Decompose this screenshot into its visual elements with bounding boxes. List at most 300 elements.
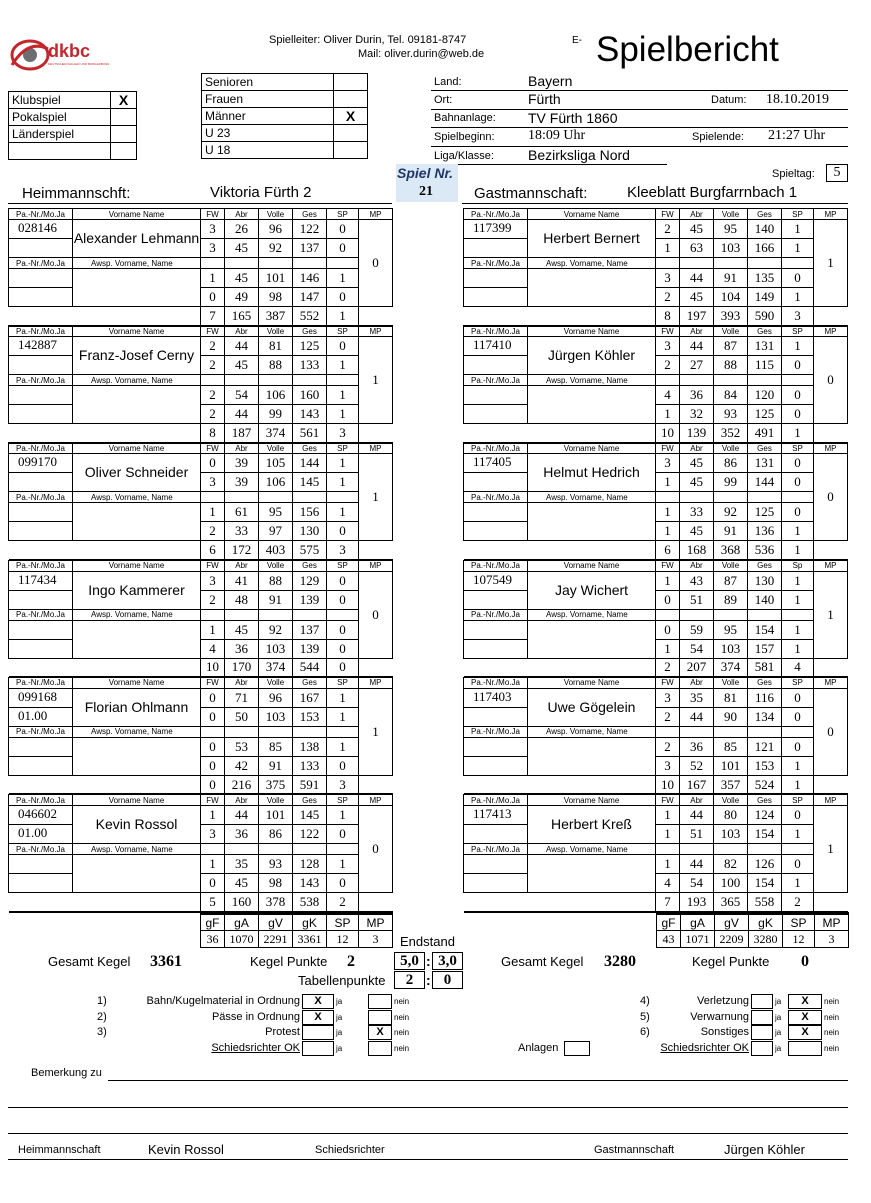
lane-value[interactable]: 2: [656, 220, 680, 239]
land-value[interactable]: Bayern: [528, 73, 573, 89]
player-total[interactable]: 524: [748, 775, 782, 794]
player-total[interactable]: 393: [714, 307, 748, 326]
substitute-pass[interactable]: [9, 288, 73, 307]
lane-value[interactable]: 1: [782, 337, 814, 356]
player-total[interactable]: 365: [714, 893, 748, 912]
lane-value[interactable]: 1: [327, 454, 359, 473]
lane-value[interactable]: 4: [656, 874, 680, 893]
lane-value[interactable]: 3: [201, 239, 225, 258]
player-pass-date[interactable]: [464, 239, 528, 258]
checkbox-ja[interactable]: [751, 1025, 773, 1040]
player-total[interactable]: 168: [680, 541, 714, 560]
checkbox-ja[interactable]: [751, 1010, 773, 1025]
lane-value[interactable]: 1: [327, 737, 359, 756]
lane-value[interactable]: 1: [782, 522, 814, 541]
lane-value[interactable]: 41: [225, 571, 259, 590]
lane-value[interactable]: 81: [714, 688, 748, 707]
player-total[interactable]: 590: [748, 307, 782, 326]
player-total[interactable]: 170: [225, 658, 259, 677]
player-name[interactable]: Jay Wichert: [528, 571, 656, 609]
tabellenpunkte-home[interactable]: 2: [394, 971, 425, 989]
lane-value[interactable]: 101: [714, 756, 748, 775]
category-mark[interactable]: X: [334, 108, 368, 125]
substitute-pass[interactable]: [464, 269, 528, 288]
lane-value[interactable]: 1: [782, 756, 814, 775]
lane-value[interactable]: 39: [225, 473, 259, 492]
lane-value[interactable]: 120: [748, 386, 782, 405]
game-type-mark[interactable]: X: [111, 92, 137, 109]
lane-value[interactable]: 91: [714, 522, 748, 541]
lane-value[interactable]: 86: [259, 825, 293, 844]
lane-value[interactable]: 3: [201, 825, 225, 844]
player-total[interactable]: 1: [327, 307, 359, 326]
lane-value[interactable]: 100: [714, 874, 748, 893]
substitute-pass[interactable]: [9, 405, 73, 424]
totals-value[interactable]: 12: [783, 931, 815, 948]
lane-value[interactable]: 136: [748, 522, 782, 541]
lane-value[interactable]: 140: [748, 590, 782, 609]
lane-value[interactable]: 0: [782, 386, 814, 405]
lane-value[interactable]: 106: [259, 473, 293, 492]
lane-value[interactable]: 0: [327, 522, 359, 541]
substitute-name[interactable]: [528, 503, 656, 541]
away-kegelpunkte-value[interactable]: 0: [801, 953, 809, 970]
lane-value[interactable]: 45: [680, 220, 714, 239]
lane-value[interactable]: 144: [293, 454, 327, 473]
checkbox-ja[interactable]: X: [302, 994, 334, 1009]
substitute-name[interactable]: [73, 503, 201, 541]
lane-value[interactable]: 4: [201, 639, 225, 658]
lane-value[interactable]: 0: [782, 688, 814, 707]
lane-value[interactable]: 2: [201, 522, 225, 541]
lane-value[interactable]: 129: [293, 571, 327, 590]
lane-value[interactable]: 45: [225, 239, 259, 258]
lane-value[interactable]: 0: [327, 337, 359, 356]
substitute-pass[interactable]: [9, 639, 73, 658]
lane-value[interactable]: 36: [680, 737, 714, 756]
player-pass-number[interactable]: 046602: [9, 806, 73, 825]
lane-value[interactable]: 2: [201, 405, 225, 424]
player-total[interactable]: 10: [656, 424, 680, 443]
substitute-pass[interactable]: [464, 386, 528, 405]
player-total[interactable]: 2: [656, 658, 680, 677]
checkbox-ja[interactable]: [751, 994, 773, 1009]
lane-value[interactable]: 0: [782, 737, 814, 756]
lane-value[interactable]: 0: [782, 473, 814, 492]
lane-value[interactable]: 91: [714, 269, 748, 288]
endstand-away-box[interactable]: 3,0: [432, 952, 463, 970]
substitute-name[interactable]: [528, 386, 656, 424]
player-total[interactable]: 2: [782, 893, 814, 912]
player-pass-date[interactable]: [464, 825, 528, 844]
player-pass-number[interactable]: 099170: [9, 454, 73, 473]
lane-value[interactable]: 35: [225, 855, 259, 874]
lane-value[interactable]: 99: [714, 473, 748, 492]
lane-value[interactable]: 3: [201, 220, 225, 239]
lane-value[interactable]: 2: [201, 337, 225, 356]
lane-value[interactable]: 33: [680, 503, 714, 522]
lane-value[interactable]: 88: [259, 356, 293, 375]
lane-value[interactable]: 0: [656, 590, 680, 609]
player-mp[interactable]: 0: [814, 454, 848, 541]
lane-value[interactable]: 157: [748, 639, 782, 658]
lane-value[interactable]: 103: [259, 707, 293, 726]
player-pass-date[interactable]: [9, 473, 73, 492]
endstand-home-box[interactable]: 5,0: [394, 952, 425, 970]
lane-value[interactable]: 54: [225, 386, 259, 405]
category-mark[interactable]: [334, 125, 368, 142]
totals-value[interactable]: 2209: [715, 931, 749, 948]
lane-value[interactable]: 1: [656, 239, 680, 258]
lane-value[interactable]: 0: [327, 571, 359, 590]
lane-value[interactable]: 1: [782, 220, 814, 239]
away-gesamt-value[interactable]: 3280: [604, 953, 636, 970]
lane-value[interactable]: 45: [225, 269, 259, 288]
lane-value[interactable]: 101: [259, 269, 293, 288]
lane-value[interactable]: 91: [259, 756, 293, 775]
lane-value[interactable]: 93: [259, 855, 293, 874]
player-total[interactable]: 403: [259, 541, 293, 560]
player-total[interactable]: 591: [293, 775, 327, 794]
lane-value[interactable]: 3: [656, 337, 680, 356]
lane-value[interactable]: 1: [201, 806, 225, 825]
lane-value[interactable]: 0: [782, 806, 814, 825]
lane-value[interactable]: 138: [293, 737, 327, 756]
lane-value[interactable]: 143: [293, 874, 327, 893]
lane-value[interactable]: 92: [259, 620, 293, 639]
lane-value[interactable]: 1: [327, 405, 359, 424]
category-mark[interactable]: [334, 142, 368, 159]
lane-value[interactable]: 61: [225, 503, 259, 522]
lane-value[interactable]: 1: [201, 620, 225, 639]
totals-value[interactable]: 3: [815, 931, 849, 948]
player-pass-number[interactable]: 117410: [464, 337, 528, 356]
lane-value[interactable]: 3: [656, 688, 680, 707]
lane-value[interactable]: 44: [225, 337, 259, 356]
lane-value[interactable]: 0: [327, 220, 359, 239]
totals-value[interactable]: 3361: [293, 931, 327, 948]
lane-value[interactable]: 116: [748, 688, 782, 707]
lane-value[interactable]: 0: [201, 874, 225, 893]
player-total[interactable]: 375: [259, 775, 293, 794]
player-total[interactable]: 544: [293, 658, 327, 677]
player-total[interactable]: 7: [656, 893, 680, 912]
lane-value[interactable]: 2: [656, 707, 680, 726]
totals-value[interactable]: 1070: [225, 931, 259, 948]
lane-value[interactable]: 0: [201, 688, 225, 707]
lane-value[interactable]: 139: [293, 590, 327, 609]
lane-value[interactable]: 125: [748, 503, 782, 522]
lane-value[interactable]: 131: [748, 454, 782, 473]
lane-value[interactable]: 122: [293, 825, 327, 844]
player-total[interactable]: 558: [748, 893, 782, 912]
player-pass-date[interactable]: 01.00: [9, 707, 73, 726]
player-mp[interactable]: 1: [359, 688, 393, 775]
lane-value[interactable]: 45: [225, 620, 259, 639]
player-pass-date[interactable]: 01.00: [9, 825, 73, 844]
lane-value[interactable]: 103: [259, 639, 293, 658]
lane-value[interactable]: 87: [714, 571, 748, 590]
lane-value[interactable]: 130: [748, 571, 782, 590]
lane-value[interactable]: 93: [714, 405, 748, 424]
checkbox-nein[interactable]: [368, 1010, 392, 1025]
substitute-pass[interactable]: [464, 288, 528, 307]
lane-value[interactable]: 0: [782, 269, 814, 288]
home-team-name[interactable]: Viktoria Fürth 2: [210, 184, 312, 201]
substitute-pass[interactable]: [464, 756, 528, 775]
checkbox-ja[interactable]: [302, 1041, 334, 1056]
totals-value[interactable]: 12: [327, 931, 359, 948]
player-total[interactable]: 10: [656, 775, 680, 794]
player-pass-date[interactable]: [464, 356, 528, 375]
totals-value[interactable]: 1071: [681, 931, 715, 948]
player-total[interactable]: 165: [225, 307, 259, 326]
lane-value[interactable]: 1: [327, 386, 359, 405]
lane-value[interactable]: 0: [782, 454, 814, 473]
checkbox-nein[interactable]: X: [788, 1010, 822, 1025]
lane-value[interactable]: 0: [327, 639, 359, 658]
lane-value[interactable]: 1: [327, 503, 359, 522]
lane-value[interactable]: 1: [782, 639, 814, 658]
player-pass-number[interactable]: 142887: [9, 337, 73, 356]
lane-value[interactable]: 0: [782, 707, 814, 726]
lane-value[interactable]: 0: [782, 356, 814, 375]
lane-value[interactable]: 45: [225, 874, 259, 893]
bahnanlage-value[interactable]: TV Fürth 1860: [528, 110, 618, 126]
lane-value[interactable]: 85: [259, 737, 293, 756]
lane-value[interactable]: 89: [714, 590, 748, 609]
lane-value[interactable]: 3: [656, 454, 680, 473]
game-type-mark[interactable]: [111, 126, 137, 143]
lane-value[interactable]: 87: [714, 337, 748, 356]
lane-value[interactable]: 145: [293, 473, 327, 492]
player-mp[interactable]: 1: [814, 571, 848, 658]
lane-value[interactable]: 1: [201, 503, 225, 522]
substitute-name[interactable]: [528, 855, 656, 893]
player-total[interactable]: 1: [782, 541, 814, 560]
bemerkung-line-2[interactable]: [8, 1107, 848, 1108]
player-pass-number[interactable]: 117405: [464, 454, 528, 473]
player-total[interactable]: 207: [680, 658, 714, 677]
player-pass-number[interactable]: 028146: [9, 220, 73, 239]
lane-value[interactable]: 2: [656, 356, 680, 375]
lane-value[interactable]: 44: [680, 337, 714, 356]
substitute-name[interactable]: [73, 620, 201, 658]
lane-value[interactable]: 1: [656, 825, 680, 844]
substitute-pass[interactable]: [464, 405, 528, 424]
player-mp[interactable]: 0: [359, 220, 393, 307]
substitute-pass[interactable]: [464, 874, 528, 893]
lane-value[interactable]: 104: [714, 288, 748, 307]
lane-value[interactable]: 44: [680, 806, 714, 825]
lane-value[interactable]: 137: [293, 239, 327, 258]
substitute-name[interactable]: [73, 269, 201, 307]
game-type-mark[interactable]: [111, 143, 137, 160]
lane-value[interactable]: 1: [782, 571, 814, 590]
player-pass-date[interactable]: [9, 239, 73, 258]
lane-value[interactable]: 134: [748, 707, 782, 726]
lane-value[interactable]: 167: [293, 688, 327, 707]
player-name[interactable]: Florian Ohlmann: [73, 688, 201, 726]
player-total[interactable]: 491: [748, 424, 782, 443]
player-mp[interactable]: 0: [814, 688, 848, 775]
lane-value[interactable]: 1: [327, 707, 359, 726]
lane-value[interactable]: 103: [714, 639, 748, 658]
lane-value[interactable]: 1: [782, 239, 814, 258]
checkbox-nein[interactable]: X: [788, 994, 822, 1009]
lane-value[interactable]: 124: [748, 806, 782, 825]
player-mp[interactable]: 1: [814, 220, 848, 307]
player-name[interactable]: Jürgen Köhler: [528, 337, 656, 375]
substitute-pass[interactable]: [9, 269, 73, 288]
lane-value[interactable]: 44: [680, 707, 714, 726]
checkbox-nein[interactable]: X: [368, 1025, 392, 1040]
lane-value[interactable]: 45: [225, 356, 259, 375]
lane-value[interactable]: 0: [201, 288, 225, 307]
lane-value[interactable]: 143: [293, 405, 327, 424]
lane-value[interactable]: 26: [225, 220, 259, 239]
lane-value[interactable]: 160: [293, 386, 327, 405]
lane-value[interactable]: 0: [201, 737, 225, 756]
player-total[interactable]: 552: [293, 307, 327, 326]
lane-value[interactable]: 95: [714, 220, 748, 239]
lane-value[interactable]: 95: [259, 503, 293, 522]
lane-value[interactable]: 36: [225, 825, 259, 844]
lane-value[interactable]: 3: [656, 756, 680, 775]
lane-value[interactable]: 154: [748, 620, 782, 639]
substitute-pass[interactable]: [9, 874, 73, 893]
datum-value[interactable]: 18.10.2019: [766, 92, 829, 107]
substitute-pass[interactable]: [9, 522, 73, 541]
player-total[interactable]: 7: [201, 307, 225, 326]
lane-value[interactable]: 126: [748, 855, 782, 874]
player-pass-date[interactable]: [464, 707, 528, 726]
lane-value[interactable]: 33: [225, 522, 259, 541]
player-total[interactable]: 187: [225, 424, 259, 443]
player-total[interactable]: 1: [782, 424, 814, 443]
lane-value[interactable]: 156: [293, 503, 327, 522]
lane-value[interactable]: 36: [680, 386, 714, 405]
lane-value[interactable]: 122: [293, 220, 327, 239]
substitute-pass[interactable]: [9, 756, 73, 775]
player-total[interactable]: 0: [327, 658, 359, 677]
substitute-pass[interactable]: [464, 855, 528, 874]
lane-value[interactable]: 125: [293, 337, 327, 356]
lane-value[interactable]: 39: [225, 454, 259, 473]
totals-value[interactable]: 43: [657, 931, 681, 948]
lane-value[interactable]: 88: [714, 356, 748, 375]
lane-value[interactable]: 52: [680, 756, 714, 775]
player-total[interactable]: 167: [680, 775, 714, 794]
tabellenpunkte-away[interactable]: 0: [432, 971, 463, 989]
spielbeginn-value[interactable]: 18:09 Uhr: [528, 128, 586, 143]
lane-value[interactable]: 1: [327, 855, 359, 874]
spieltag-value[interactable]: 5: [826, 164, 848, 182]
lane-value[interactable]: 63: [680, 239, 714, 258]
lane-value[interactable]: 128: [293, 855, 327, 874]
substitute-pass[interactable]: [464, 503, 528, 522]
lane-value[interactable]: 0: [782, 855, 814, 874]
player-total[interactable]: 357: [714, 775, 748, 794]
lane-value[interactable]: 71: [225, 688, 259, 707]
substitute-pass[interactable]: [464, 639, 528, 658]
lane-value[interactable]: 115: [748, 356, 782, 375]
lane-value[interactable]: 88: [259, 571, 293, 590]
lane-value[interactable]: 44: [225, 806, 259, 825]
lane-value[interactable]: 4: [656, 386, 680, 405]
substitute-name[interactable]: [528, 269, 656, 307]
lane-value[interactable]: 0: [327, 288, 359, 307]
lane-value[interactable]: 44: [680, 855, 714, 874]
lane-value[interactable]: 51: [680, 590, 714, 609]
player-total[interactable]: 10: [201, 658, 225, 677]
player-total[interactable]: 368: [714, 541, 748, 560]
player-mp[interactable]: 0: [359, 806, 393, 893]
checkbox-ja[interactable]: X: [302, 1010, 334, 1025]
lane-value[interactable]: 135: [748, 269, 782, 288]
lane-value[interactable]: 133: [293, 356, 327, 375]
player-pass-number[interactable]: 099168: [9, 688, 73, 707]
lane-value[interactable]: 44: [680, 269, 714, 288]
lane-value[interactable]: 90: [714, 707, 748, 726]
lane-value[interactable]: 133: [293, 756, 327, 775]
lane-value[interactable]: 0: [327, 756, 359, 775]
lane-value[interactable]: 0: [201, 454, 225, 473]
player-total[interactable]: 193: [680, 893, 714, 912]
player-name[interactable]: Kevin Rossol: [73, 806, 201, 844]
player-pass-date[interactable]: [464, 590, 528, 609]
player-total[interactable]: 561: [293, 424, 327, 443]
checkbox-nein[interactable]: X: [788, 1025, 822, 1040]
player-total[interactable]: 374: [259, 424, 293, 443]
lane-value[interactable]: 1: [656, 806, 680, 825]
lane-value[interactable]: 166: [748, 239, 782, 258]
player-total[interactable]: 6: [656, 541, 680, 560]
lane-value[interactable]: 98: [259, 874, 293, 893]
lane-value[interactable]: 2: [201, 386, 225, 405]
substitute-pass[interactable]: [464, 522, 528, 541]
signature-away-name[interactable]: Jürgen Köhler: [724, 1142, 805, 1157]
player-total[interactable]: 172: [225, 541, 259, 560]
lane-value[interactable]: 59: [680, 620, 714, 639]
lane-value[interactable]: 50: [225, 707, 259, 726]
lane-value[interactable]: 44: [225, 405, 259, 424]
lane-value[interactable]: 51: [680, 825, 714, 844]
player-total[interactable]: 374: [714, 658, 748, 677]
player-total[interactable]: 378: [259, 893, 293, 912]
lane-value[interactable]: 96: [259, 220, 293, 239]
substitute-pass[interactable]: [9, 620, 73, 639]
lane-value[interactable]: 1: [782, 590, 814, 609]
substitute-pass[interactable]: [464, 620, 528, 639]
lane-value[interactable]: 1: [656, 639, 680, 658]
lane-value[interactable]: 0: [201, 707, 225, 726]
player-name[interactable]: Franz-Josef Cerny: [73, 337, 201, 375]
lane-value[interactable]: 42: [225, 756, 259, 775]
lane-value[interactable]: 3: [656, 269, 680, 288]
lane-value[interactable]: 95: [714, 620, 748, 639]
lane-value[interactable]: 3: [201, 571, 225, 590]
lane-value[interactable]: 96: [259, 688, 293, 707]
lane-value[interactable]: 1: [656, 503, 680, 522]
player-total[interactable]: 352: [714, 424, 748, 443]
signature-home-name[interactable]: Kevin Rossol: [148, 1142, 224, 1157]
totals-value[interactable]: 36: [201, 931, 225, 948]
player-total[interactable]: 3: [327, 541, 359, 560]
lane-value[interactable]: 85: [714, 737, 748, 756]
lane-value[interactable]: 1: [201, 269, 225, 288]
player-total[interactable]: 575: [293, 541, 327, 560]
